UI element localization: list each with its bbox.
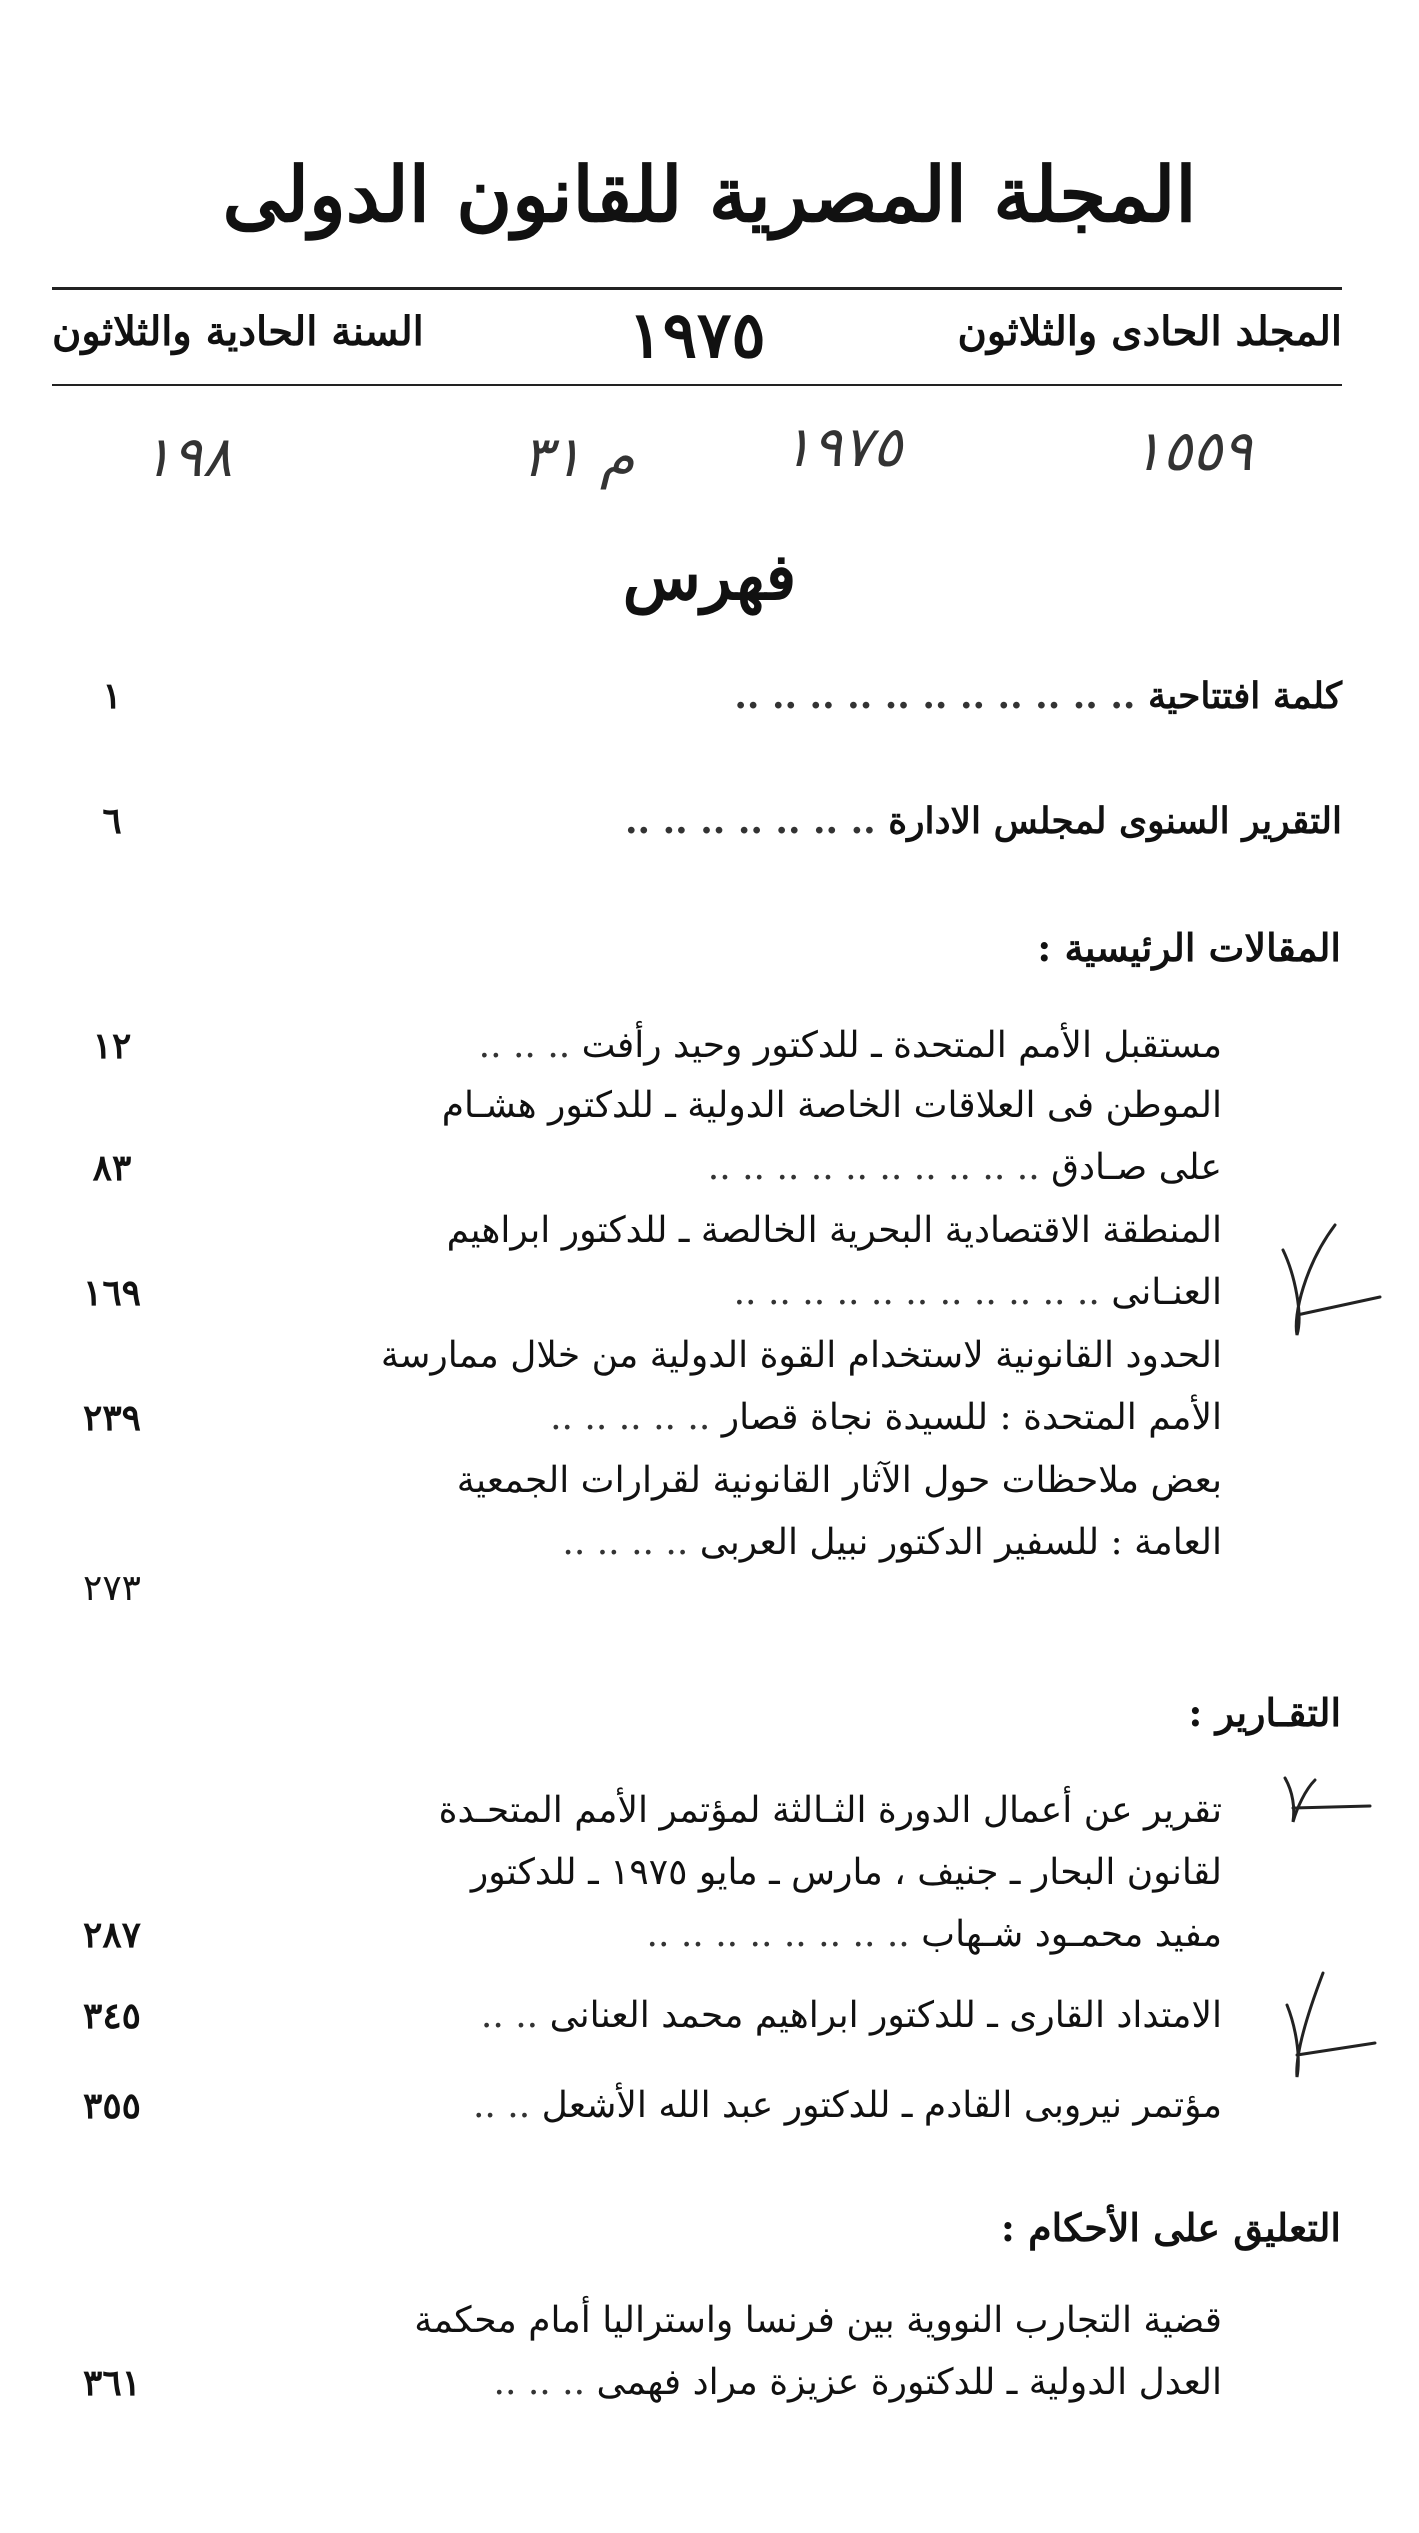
leader-dots: .. .. .. ..: [562, 1522, 700, 1563]
entry-line: مفيد محمـود شـهاب: [921, 1914, 1222, 1955]
toc-entry: [52, 1015, 1222, 1077]
entry-line: العنـانى: [1111, 1272, 1222, 1313]
entry-line: الموطن فى العلاقات الخاصة الدولية ـ للدكتور هشـام: [441, 1085, 1222, 1126]
page-number: ٣٤٥: [82, 1995, 141, 2037]
page-number: ٨٣: [92, 1147, 132, 1189]
handwritten-notes: [52, 415, 1342, 525]
handwritten-note: م ٣١: [522, 425, 635, 490]
masthead: [52, 298, 1342, 378]
page-number: ٦: [102, 800, 122, 842]
entry-line: المنطقة الاقتصادية البحرية الخالصة ـ للدكتور ابراهيم: [446, 1210, 1222, 1251]
entry-line: الحدود القانونية لاستخدام القوة الدولية من خلال ممارسة: [380, 1335, 1222, 1376]
entry-line: قضية التجارب النووية بين فرنسا واستراليا أمام محكمة: [414, 2300, 1222, 2341]
year-label: ١٩٧٥: [628, 298, 766, 373]
toc-entry: [52, 1200, 1222, 1324]
page-number: ٣٦١: [82, 2362, 141, 2404]
leader-dots: .. .. .. .. .. .. .. .. .. .. ..: [734, 675, 1136, 717]
section-heading-rulings: التعليق على الأحكام :: [1000, 2205, 1341, 2250]
entry-title: التقرير السنوى لمجلس الادارة: [888, 800, 1342, 842]
bottom-rule: [52, 384, 1342, 386]
handwritten-note: ١٩٧٥: [782, 415, 903, 480]
page-number: ١٢: [92, 1025, 132, 1067]
toc-entry: [52, 1325, 1222, 1449]
toc-entry: [52, 2290, 1222, 2414]
page-number: ٢٧٣: [82, 1568, 141, 1609]
leader-dots: .. .. .. .. .. .. .. ..: [646, 1914, 922, 1955]
checkmark-icon: [1275, 1205, 1385, 1345]
leader-dots: .. .. .. .. ..: [550, 1397, 722, 1438]
toc-entry: [52, 1450, 1222, 1610]
entry-line: الامتداد القارى ـ للدكتور ابراهيم محمد العنانى: [549, 1995, 1222, 2036]
page-number: ١٦٩: [82, 1272, 141, 1314]
entry-line: العامة : للسفير الدكتور نبيل العربى: [699, 1522, 1222, 1563]
page-number: ٣٥٥: [82, 2085, 141, 2127]
toc-entry: [52, 1075, 1222, 1199]
toc-entry: [52, 2075, 1222, 2137]
entry-line: لقانون البحار ـ جنيف ، مارس ـ مايو ١٩٧٥ ـ للدكتور: [470, 1852, 1222, 1893]
leader-dots: .. .. .. .. .. .. .. .. .. .. ..: [733, 1272, 1112, 1313]
entry-line: بعض ملاحظات حول الآثار القانونية لقرارات الجمعية: [456, 1460, 1222, 1501]
handwritten-note: ١٥٥٩: [1132, 419, 1253, 484]
page-number: ١: [102, 675, 122, 717]
leader-dots: .. .. .. .. .. .. ..: [625, 800, 876, 842]
page-number: ٢٨٧: [82, 1914, 141, 1956]
leader-dots: .. .. ..: [478, 1025, 582, 1066]
section-heading-main-articles: المقالات الرئيسية :: [1037, 925, 1341, 970]
toc-entry-annual-report: [52, 790, 1342, 852]
entry-title: كلمة افتتاحية: [1147, 675, 1342, 717]
leader-dots: .. .. .. .. .. .. .. .. .. ..: [707, 1147, 1052, 1188]
leader-dots: .. .. ..: [493, 2362, 597, 2403]
page-number: ٢٣٩: [82, 1397, 141, 1439]
entry-line: الأمم المتحدة : للسيدة نجاة قصار: [721, 1397, 1222, 1438]
volume-label: المجلد الحادى والثلاثون: [957, 308, 1342, 355]
checkmark-icon: [1275, 1770, 1385, 1830]
year-name-label: السنة الحادية والثلاثون: [52, 308, 424, 355]
handwritten-note: ١٩٨: [142, 425, 233, 490]
checkmark-icon: [1275, 1965, 1385, 2085]
entry-line: العدل الدولية ـ للدكتورة عزيزة مراد فهمى: [596, 2362, 1222, 2403]
index-title: فهرس: [622, 540, 797, 615]
entry-line: مؤتمر نيروبى القادم ـ للدكتور عبد الله الأشعل: [541, 2085, 1222, 2126]
toc-entry: [52, 1985, 1222, 2047]
entry-line: تقرير عن أعمال الدورة الثـالثة لمؤتمر الأمم المتحـدة: [438, 1790, 1222, 1831]
entry-line: على صـادق: [1051, 1147, 1222, 1188]
section-heading-reports: التقـارير :: [1188, 1690, 1341, 1735]
journal-title: المجلة المصرية للقانون الدولى: [222, 150, 1197, 239]
top-rule: [52, 287, 1342, 290]
leader-dots: .. ..: [480, 1995, 550, 2036]
toc-entry-opening: [52, 665, 1342, 727]
leader-dots: .. ..: [472, 2085, 542, 2126]
entry-line: مستقبل الأمم المتحدة ـ للدكتور وحيد رأفت: [581, 1025, 1222, 1066]
toc-entry: [52, 1780, 1222, 1966]
